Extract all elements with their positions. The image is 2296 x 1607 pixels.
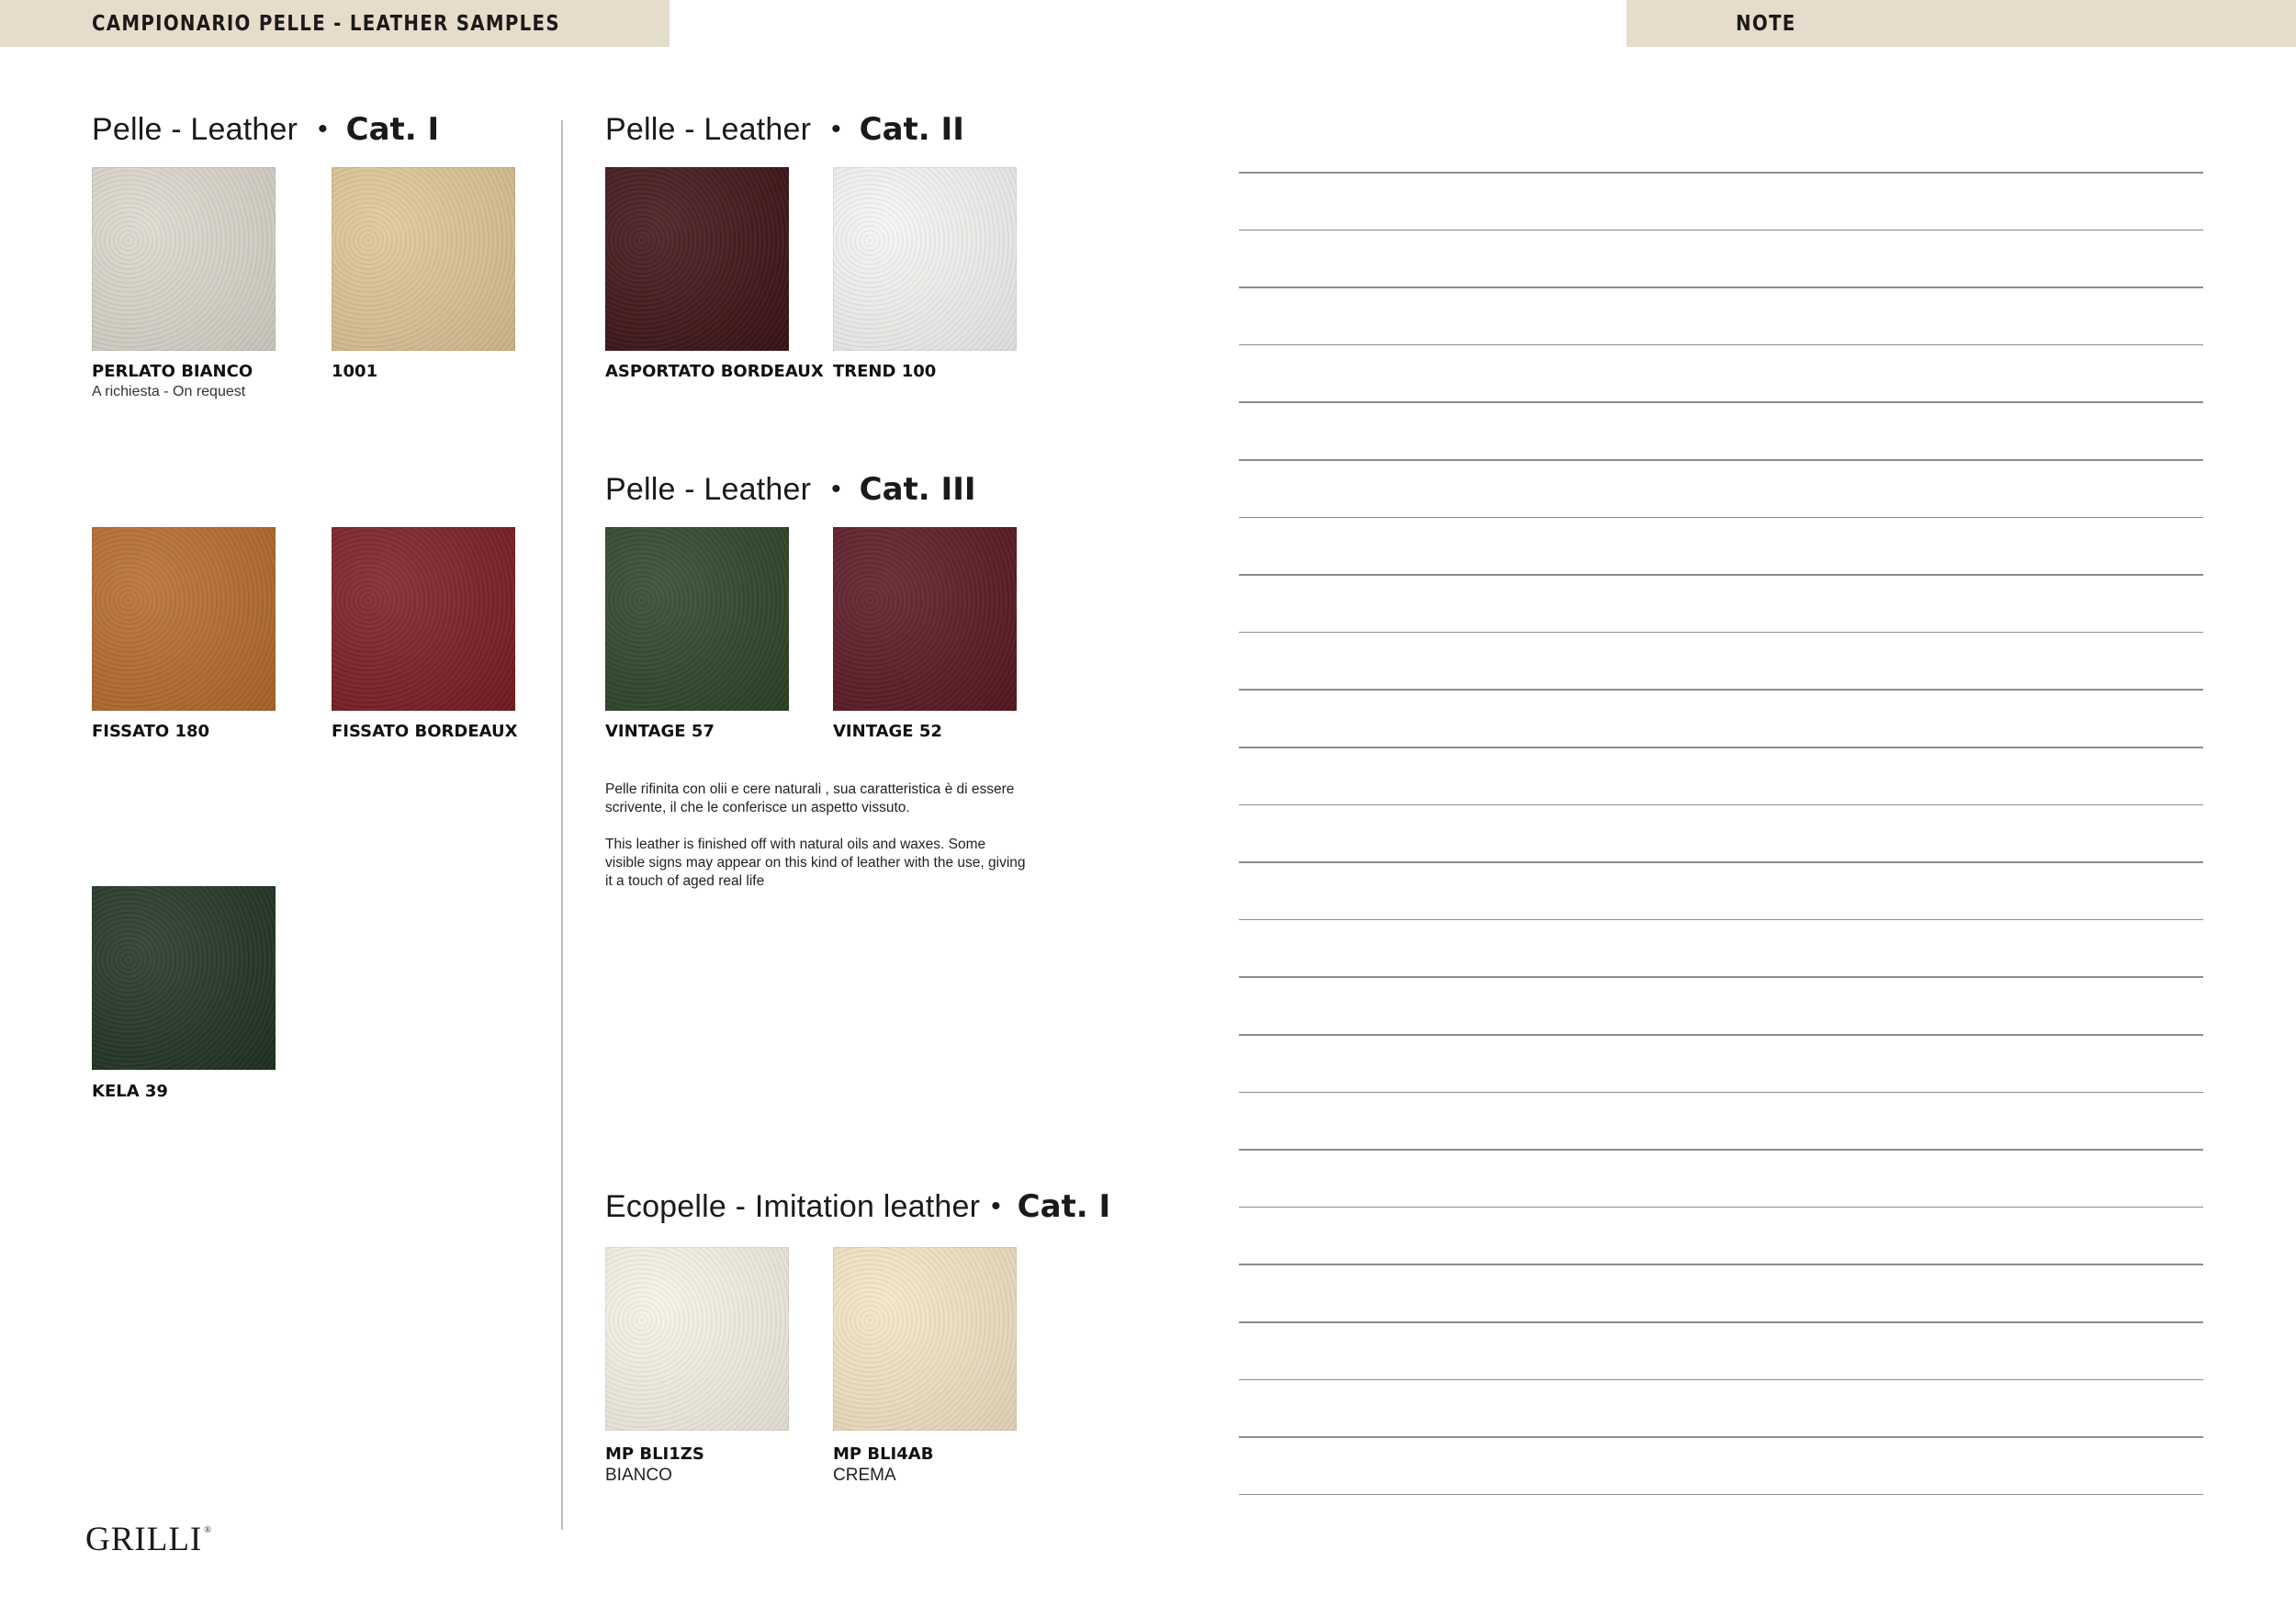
section-title-eco-cat1 <box>605 1188 1110 1225</box>
section-label: Pelle - Leather <box>92 111 298 147</box>
note-line <box>1239 1321 2203 1323</box>
note-line <box>1239 689 2203 691</box>
swatch-note: BIANCO <box>605 1466 672 1485</box>
note-line <box>1239 1034 2203 1036</box>
note-line <box>1239 459 2203 461</box>
brand-logo-text: GRILLI <box>85 1521 203 1558</box>
swatch-label: TREND 100 <box>833 362 937 381</box>
note-line <box>1239 1092 2203 1094</box>
section-title-leather-cat3 <box>605 471 976 508</box>
registered-mark: ® <box>204 1525 212 1535</box>
note-line <box>1239 804 2203 806</box>
swatch-1001[interactable] <box>332 167 515 351</box>
section-category: Cat. III <box>859 471 976 508</box>
note-line <box>1239 1494 2203 1496</box>
bullet-separator: • <box>991 1191 1001 1221</box>
bullet-separator: • <box>831 114 841 144</box>
note-line <box>1239 632 2203 634</box>
notes-title: NOTE <box>1736 11 1796 36</box>
swatch-label: MP BLI4AB <box>833 1444 934 1464</box>
swatch-note: CREMA <box>833 1466 896 1485</box>
swatch-label: 1001 <box>332 362 378 381</box>
bullet-separator: • <box>831 474 841 504</box>
note-line <box>1239 1264 2203 1265</box>
section-label: Pelle - Leather <box>605 471 812 507</box>
note-line <box>1239 401 2203 403</box>
note-line <box>1239 517 2203 519</box>
swatch-asportato-bordeaux[interactable] <box>605 167 789 351</box>
swatch-perlato-bianco[interactable] <box>92 167 276 351</box>
swatch-note: A richiesta - On request <box>92 384 246 399</box>
section-title-leather-cat1 <box>92 111 439 148</box>
note-line <box>1239 1149 2203 1151</box>
note-line <box>1239 747 2203 748</box>
note-line <box>1239 344 2203 346</box>
swatch-label: VINTAGE 57 <box>605 722 715 741</box>
swatch-trend-100[interactable] <box>833 167 1017 351</box>
bullet-separator: • <box>318 114 328 144</box>
header-left-bar <box>0 0 670 47</box>
swatch-label: FISSATO 180 <box>92 722 210 741</box>
swatch-vintage-57[interactable] <box>605 527 789 711</box>
swatch-vintage-52[interactable] <box>833 527 1017 711</box>
note-line <box>1239 574 2203 576</box>
swatch-label: FISSATO BORDEAUX <box>332 722 518 741</box>
swatch-kela-39[interactable] <box>92 886 276 1070</box>
column-divider <box>561 120 563 1530</box>
section-category: Cat. I <box>345 111 440 148</box>
swatch-label: KELA 39 <box>92 1082 168 1101</box>
swatch-label: MP BLI1ZS <box>605 1444 704 1464</box>
brand-logo <box>85 1520 212 1559</box>
section-category: Cat. II <box>859 111 964 148</box>
note-line <box>1239 976 2203 978</box>
section-category: Cat. I <box>1017 1188 1111 1225</box>
note-line <box>1239 1436 2203 1438</box>
section-label: Ecopelle - Imitation leather <box>605 1188 981 1224</box>
note-line <box>1239 287 2203 288</box>
header-right-bar <box>1626 0 2296 47</box>
section-title-leather-cat2 <box>605 111 964 148</box>
note-line <box>1239 172 2203 174</box>
swatch-fissato-bordeaux[interactable] <box>332 527 515 711</box>
section-label: Pelle - Leather <box>605 111 812 147</box>
note-line <box>1239 861 2203 863</box>
swatch-mp-bli4ab[interactable] <box>833 1247 1017 1431</box>
swatch-label: PERLATO BIANCO <box>92 362 253 381</box>
swatch-label: VINTAGE 52 <box>833 722 942 741</box>
description-english: This leather is finished off with natural oils and waxes. Some visible signs may appear on this kind of leather with the use, giving it a touch of aged real life <box>605 837 1026 889</box>
description-italian: Pelle rifinita con olii e cere naturali , sua caratteristica è di essere scrivente, il che le conferisce un aspetto vissuto. <box>605 781 1015 815</box>
catalog-title: CAMPIONARIO PELLE - LEATHER SAMPLES <box>92 11 560 36</box>
swatch-label: ASPORTATO BORDEAUX <box>605 362 824 381</box>
note-line <box>1239 919 2203 921</box>
note-line <box>1239 1207 2203 1208</box>
note-line <box>1239 230 2203 231</box>
swatch-fissato-180[interactable] <box>92 527 276 711</box>
note-line <box>1239 1379 2203 1381</box>
swatch-mp-bli1zs[interactable] <box>605 1247 789 1431</box>
